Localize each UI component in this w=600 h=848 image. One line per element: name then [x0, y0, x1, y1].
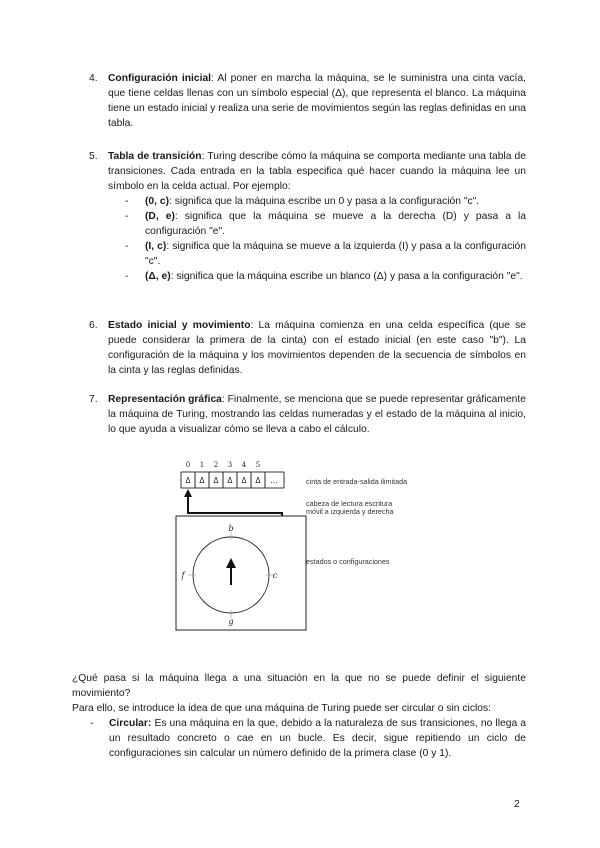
cell-number: 5 — [255, 461, 261, 469]
sub-item-text: : significa que la máquina escribe un blanco (Δ) y pasa a la configuración "e". — [170, 271, 523, 282]
closing-section — [72, 671, 526, 761]
item-text: : Al poner en marcha la máquina, se le suministra una cinta vacía, que tiene celdas llenas con un símbolo especial (Δ), que representa el blanco. La máquina tiene un estado inicial y realiza una serie de movimientos según las reglas definidas en una tabla. — [108, 73, 526, 129]
circular-title: Circular: — [109, 718, 152, 729]
sub-item-code: (Δ, e) — [145, 271, 171, 282]
item-title: Estado inicial y movimiento — [108, 320, 251, 331]
dash-bullet: - — [125, 271, 129, 282]
cell-symbol: Δ — [227, 476, 233, 485]
dash-bullet: - — [90, 718, 94, 729]
head-label-line-2: móvil a izquierda y derecha — [306, 507, 394, 516]
tape-label: cinta de entrada-salida ilimitada — [306, 477, 408, 486]
dash-bullet: - — [125, 211, 129, 222]
item-text: : Turing describe cómo la máquina se comporta mediante una tabla de transiciones. Cada entrada en la tabla especifica qué hacer cuando la máquina lee un símbolo en la celda actual. Por ejemplo: — [108, 151, 526, 192]
sub-item — [125, 194, 526, 209]
item-number: 5. — [89, 151, 98, 162]
cell-symbol: Δ — [255, 476, 261, 485]
item-text: : La máquina comienza en una celda específica (que se puede considerar la primera de la cinta) con el estado inicial (en este caso "b"). La configuración de la máquina y los movimientos dependen de la secuencia de símbolos en la cinta y las reglas definidas. — [108, 320, 526, 376]
intro-paragraph: Para ello, se introduce la idea de que una máquina de Turing puede ser circular o sin ciclos: — [72, 703, 491, 714]
item-title: Configuración inicial — [108, 73, 212, 84]
state-label-g: g — [228, 617, 234, 626]
item-paragraph — [108, 318, 526, 378]
sub-item-code: (0, c) — [145, 196, 170, 207]
sub-item-code: (D, e) — [145, 211, 175, 222]
cell-number: 1 — [199, 461, 205, 469]
control-box — [176, 516, 306, 630]
cell-symbol: Δ — [213, 476, 219, 485]
states-label: estados o configuraciones — [306, 557, 390, 566]
circular-text: Es una máquina en la que, debido a la naturaleza de sus transiciones, no llega a un resultado concreto o cae en un bucle. Es decir, sigue repitiendo un ciclo de configuraciones sin calcular un número definido de la primera clase (0 y 1). — [109, 718, 526, 759]
circular-paragraph — [109, 716, 526, 761]
cell-symbol: Δ — [199, 476, 205, 485]
tape-ellipsis: ... — [270, 476, 278, 485]
state-pointer-icon — [226, 558, 236, 585]
state-label-f: f — [181, 571, 185, 580]
sub-item — [125, 239, 526, 269]
cell-symbol: Δ — [185, 476, 191, 485]
head-arrow-icon — [184, 489, 192, 497]
item-title: Representación gráfica — [108, 394, 222, 405]
state-label-c: c — [272, 571, 278, 580]
item-paragraph — [108, 149, 526, 194]
circular-item — [72, 716, 526, 761]
sub-item-text: : significa que la máquina se mueve a la izquierda (I) y pasa a la configuración "c". — [145, 241, 526, 267]
item-text: : Finalmente, se menciona que se puede representar gráficamente la máquina de Turing, mostrando las celdas numeradas y el estado de la máquina al inicio, lo que ayuda a visualizar cómo se lleva a cabo el cálculo. — [108, 394, 526, 435]
question-paragraph: ¿Qué pasa si la máquina llega a una situación en la que no se puede definir el siguiente movimiento? — [72, 673, 526, 699]
cell-number: 0 — [185, 461, 191, 469]
dash-bullet: - — [125, 241, 129, 252]
cell-number: 4 — [241, 461, 247, 469]
state-label-b: b — [228, 524, 234, 533]
page-number: 2 — [514, 799, 520, 810]
head-connector — [188, 497, 282, 516]
cell-number: 3 — [227, 461, 233, 469]
item-paragraph — [108, 392, 526, 437]
item-paragraph — [108, 71, 526, 131]
sub-item-code: (I, c) — [145, 241, 167, 252]
sub-item-text: : significa que la máquina escribe un 0 y pasa a la configuración "c". — [169, 196, 480, 207]
list-item-5 — [89, 149, 526, 284]
sub-item — [125, 269, 526, 284]
cell-number: 2 — [213, 461, 219, 469]
list-item-6 — [89, 318, 526, 378]
turing-machine-figure — [170, 458, 470, 636]
dash-bullet: - — [125, 196, 129, 207]
item-number: 7. — [89, 394, 98, 405]
head-label-line-1: cabeza de lectura escritura — [306, 499, 393, 508]
sub-item-text: : significa que la máquina se mueve a la derecha (D) y pasa a la configuración "e". — [145, 211, 526, 237]
cell-symbol: Δ — [241, 476, 247, 485]
list-item-4 — [89, 71, 526, 131]
list-item-7 — [89, 392, 526, 437]
item-title: Tabla de transición — [108, 151, 202, 162]
sub-item — [125, 209, 526, 239]
item-number: 4. — [89, 73, 98, 84]
item-number: 6. — [89, 320, 98, 331]
